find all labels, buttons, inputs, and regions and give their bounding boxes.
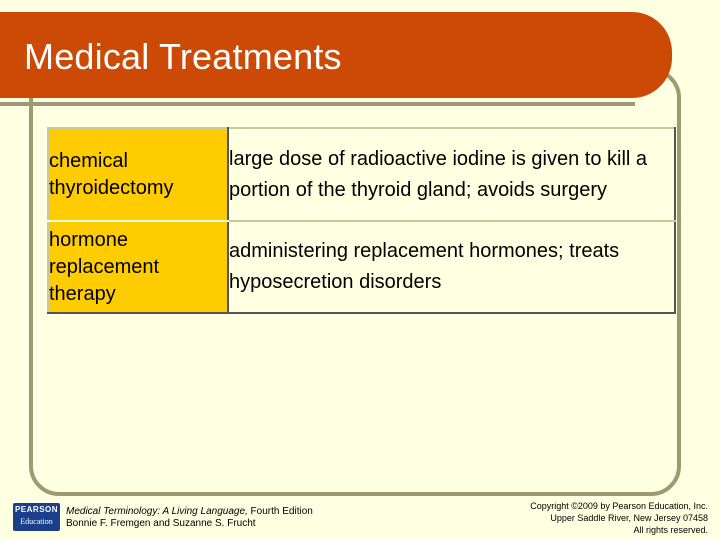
copyright-notice — [468, 500, 708, 536]
copyright-line: All rights reserved. — [633, 525, 708, 535]
definition-cell: administering replacement hormones; treats hyposecretion disorders — [229, 240, 620, 293]
book-citation — [66, 506, 313, 530]
copyright-line: Upper Saddle River, New Jersey 07458 — [550, 513, 708, 523]
copyright-line: Copyright ©2009 by Pearson Education, Inc. — [530, 501, 708, 511]
definition-cell: large dose of radioactive iodine is given to kill a portion of the thyroid gland; avoids surgery — [228, 128, 675, 221]
logo-top-text: PEARSON — [14, 505, 59, 514]
term-cell: hormone replacement therapy — [48, 221, 228, 313]
slide-title: Medical Treatments — [24, 36, 342, 77]
book-authors: Bonnie F. Fremgen and Suzanne S. Frucht — [66, 518, 256, 529]
treatments-table — [47, 127, 676, 314]
table-row — [48, 128, 675, 221]
title-underline — [0, 102, 635, 106]
table-row — [48, 221, 675, 313]
term-cell: chemical thyroidectomy — [48, 128, 228, 221]
logo-bottom-text: Education — [20, 517, 53, 526]
book-edition: Fourth Edition — [247, 506, 313, 517]
pearson-logo — [13, 503, 60, 531]
book-title: Medical Terminology: A Living Language, — [66, 506, 248, 517]
